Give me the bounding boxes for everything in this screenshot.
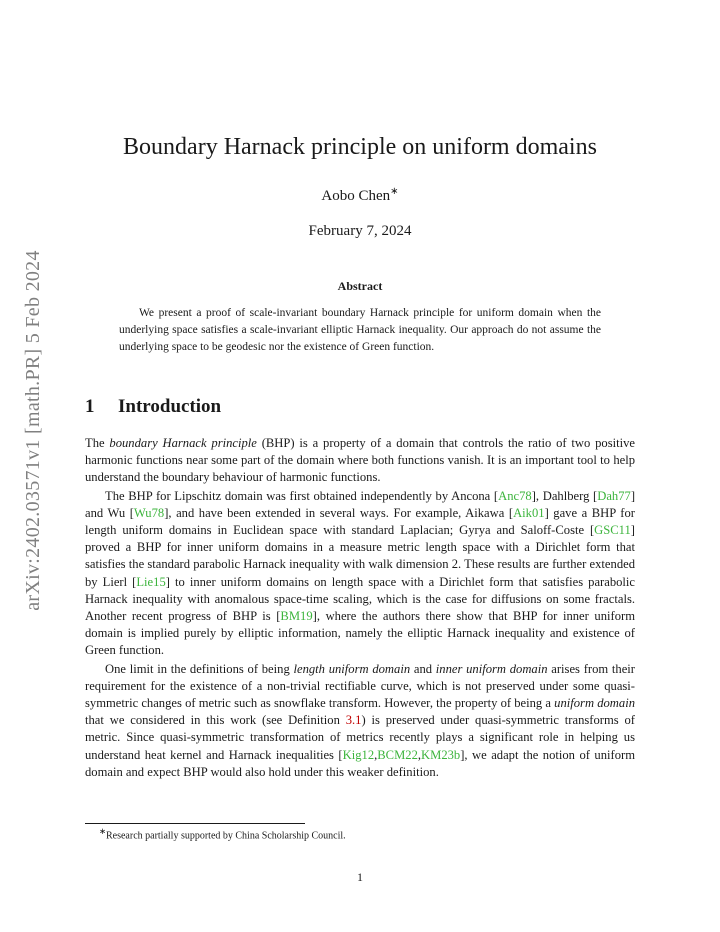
term-length-uniform: length uniform domain [293, 661, 411, 676]
citation-link[interactable]: KM23b [421, 747, 461, 762]
author-footnote-mark[interactable]: ∗ [390, 186, 399, 197]
citation-link[interactable]: Dah77 [597, 488, 631, 503]
citation-link[interactable]: BM19 [280, 609, 313, 624]
term-bhp: boundary Harnack principle [109, 436, 257, 450]
author-line [0, 186, 720, 205]
abstract-text: We present a proof of scale-invariant boundary Harnack principle for uniform domain when the underlying space satisfies a scale-invariant elliptic Harnack inequality. Our approach do not assume the underlying space to be geodesic nor the existence of Green function. [119, 307, 601, 353]
citation-link[interactable]: Anc78 [498, 488, 532, 503]
term-uniform-domain: uniform domain [554, 696, 635, 711]
term-inner-uniform: inner uniform domain [435, 661, 548, 676]
footnote-text: Research partially supported by China Scholarship Council. [105, 830, 346, 842]
author-name: Aobo Chen [321, 188, 391, 204]
citation-link[interactable]: GSC11 [594, 523, 631, 538]
definition-link[interactable]: 3.1 [345, 713, 362, 728]
citation-link[interactable]: Lie15 [136, 574, 166, 589]
section-title: Introduction [118, 396, 222, 417]
paper-date: February 7, 2024 [308, 223, 412, 239]
paragraph-3: One limit in the definitions of being length uniform domain and inner uniform domain arises from their requirement for the existence of a non-trivial rectifiable curve, which is not preserved under some quasi-symmetric changes of metric such as snowflake transform. However, the property of being a uniform domain that we considered in this work (see Definition 3.1) is preserved under quasi-symmetric transforms of metric. Since quasi-symmetric transformation of metrics recently plays a significant role in helping us understand heat kernel and Harnack inequalities [Kig12,BCM22,KM23b], we adapt the notion of uniform domain and expect BHP would also hold under this weaker definition. [85, 661, 635, 779]
abstract-heading: Abstract [337, 279, 383, 293]
citation-link[interactable]: BCM22 [377, 747, 418, 762]
arxiv-identifier: arXiv:2402.03571v1 [math.PR] 5 Feb 2024 [21, 249, 44, 611]
section-heading [85, 396, 221, 418]
footnote-rule [85, 823, 305, 824]
paragraph-1: The boundary Harnack principle (BHP) is a property of a domain that controls the ratio of two positive harmonic functions near some part of the domain where both functions vanish. It is an important tool to help understand the boundary behaviour of harmonic functions. [85, 436, 635, 485]
footnote-mark: ∗ [99, 827, 106, 836]
citation-link[interactable]: Kig12 [342, 747, 375, 762]
section-number: 1 [85, 396, 95, 417]
footnote [99, 826, 346, 841]
section-body [85, 435, 635, 781]
paragraph-2: The BHP for Lipschitz domain was first obtained independently by Ancona [Anc78], Dahlberg [Dah77] and Wu [Wu78], and have been extended in several ways. For example, Aikawa [Aik01] gave a BHP for length uniform domains in Euclidean space with standard Laplacian; Gyrya and Saloff-Coste [GSC11] proved a BHP for inner uniform domains in a measure metric length space with a Dirichlet form that satisfies the standard parabolic Harnack inequality with walk dimension 2. These results are further extended by Lierl [Lie15] to inner uniform domains on length space with a Dirichlet form that satisfies parabolic Harnack inequality with anomalous space-time scaling, which is the case for diffusions on some fractals. Another recent progress of BHP is [BM19], where the authors there show that BHP for inner uniform domain is implied purely by elliptic information, namely the elliptic Harnack inequality and existence of Green function. [85, 488, 636, 658]
paper-title: Boundary Harnack principle on uniform domains [123, 134, 597, 160]
citation-link[interactable]: Aik01 [513, 505, 545, 520]
citation-link[interactable]: Wu78 [133, 505, 165, 520]
page-number: 1 [357, 870, 363, 884]
